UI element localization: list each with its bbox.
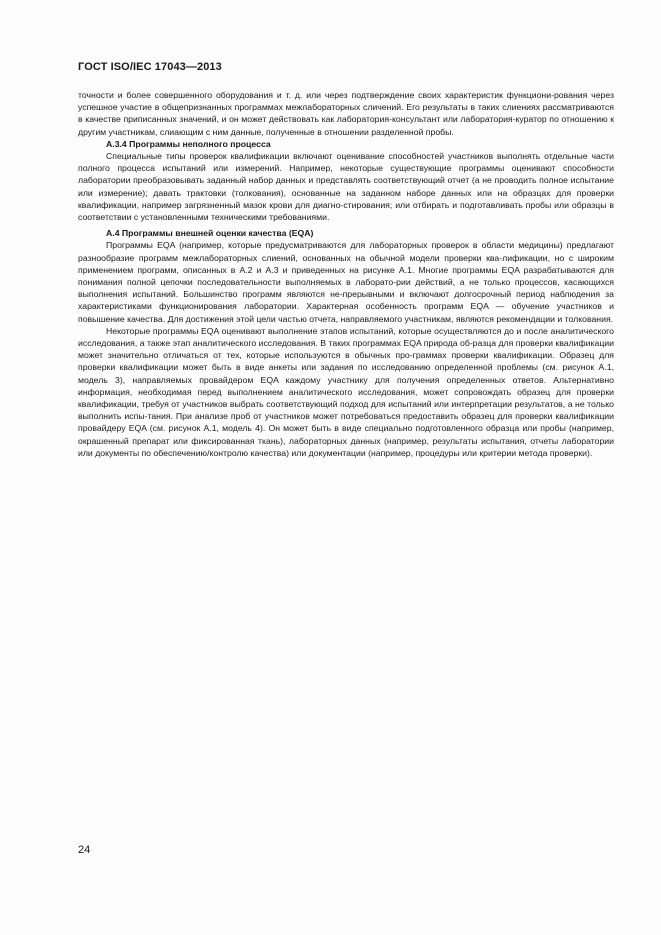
document-body	[78, 89, 614, 459]
standard-code-header: ГОСТ ISO/IEC 17043—2013	[78, 61, 222, 73]
page-number: 24	[78, 844, 91, 856]
paragraph-eqa-programs: Программы EQA (например, которые предусматриваются для лабораторных проверок в области медицины) предлагают разнообразие программ межлабораторных слиений, основанных на обычной модели проверки ква-лификации, но с широким применением программ, описанных в А.2 и А.3 и приведенных на рисунке А.1. Многие программы EQA разрабатываются для понимания полной цепочки последовательности выполняемых в лаборато-рии действий, а не только процессов, касающихся выполнения испытаний. Большинство программ являются не-прерывными и включают долгосрочный период наблюдения за характеристиками функционирования лаборатории. Характерная особенность программ EQA — обучение участников и повышение качества. Для достижения этой цели частью отчета, направляемого участникам, являются рекомендации и толкования.	[78, 240, 614, 324]
paragraph-eqa-stages: Некоторые программы EQA оценивают выполнение этапов испытаний, которые осуществляются до и после аналитического исследования, а также этап аналитического исследования. В таких программах EQA природа об-разца для проверки квалификации может значительно отличаться от тех, которые используются в обычных про-граммах проверки квалификации. Образец для проверки квалификации может быть в виде анкеты или задания по исследованию определенной проблемы (см. рисунок А.1, модель 3), направляемых провайдером EQA каждому участнику для получения определенных ответов. Альтернативно информация, необходимая перед выполнением аналитического исследования, может сопровождать образец для проверки квалификации, требуя от участников выбрать соответствующий подход для испытаний или интерпретации результатов, а не только выполнить испы-тания. При анализе проб от участников может потребоваться предоставить образец для проверки квалификации провайдеру EQA (см. рисунок А.1, модель 4). Он может быть в виде специально подготовленного образца или пробы (например, окрашенный препарат или фиксированная ткань), лабораторных данных (например, результаты испытания, отчеты лаборатории или документы по обеспечению/контролю качества) или документации (например, процедуры или критерии метода проверки).	[78, 325, 614, 458]
section-heading-a-4: А.4 Программы внешней оценки качества (EQA)	[106, 228, 314, 239]
paragraph-partial-process: Специальные типы проверок квалификации включают оценивание способностей участников выполнять отдельные части полного процесса испытаний или измерений. Например, некоторые существующие программы оценивают способности лаборатории преобразовывать заданный набор данных и представлять соответствующий отчет (а не проводить полное испытание или измерение); давать трактовки (толкования), основанные на заданном наборе данных или на образцах для проверки квалификации, например загрязненный мазок крови для диагно-стирования; или отбирать и подготавливать пробы или образцы в соответствии с установленными техническими требованиями.	[78, 151, 614, 223]
paragraph-continuation: точности и более совершенного оборудования и т. д. или через подтверждение своих характеристик функциони-рования через успешное участие в общепризнанных программах межлабораторных сличений. Его результаты в таких слиениях рассматриваются в качестве приписанных значений, и он может действовать как лаборатория-консультант или лаборатория-куратор по отношению к другим участникам, слиающим с ним данные, полученные в отношении разделенной пробы.	[78, 90, 614, 137]
section-heading-a-3-4: А.3.4 Программы неполного процесса	[106, 138, 271, 149]
